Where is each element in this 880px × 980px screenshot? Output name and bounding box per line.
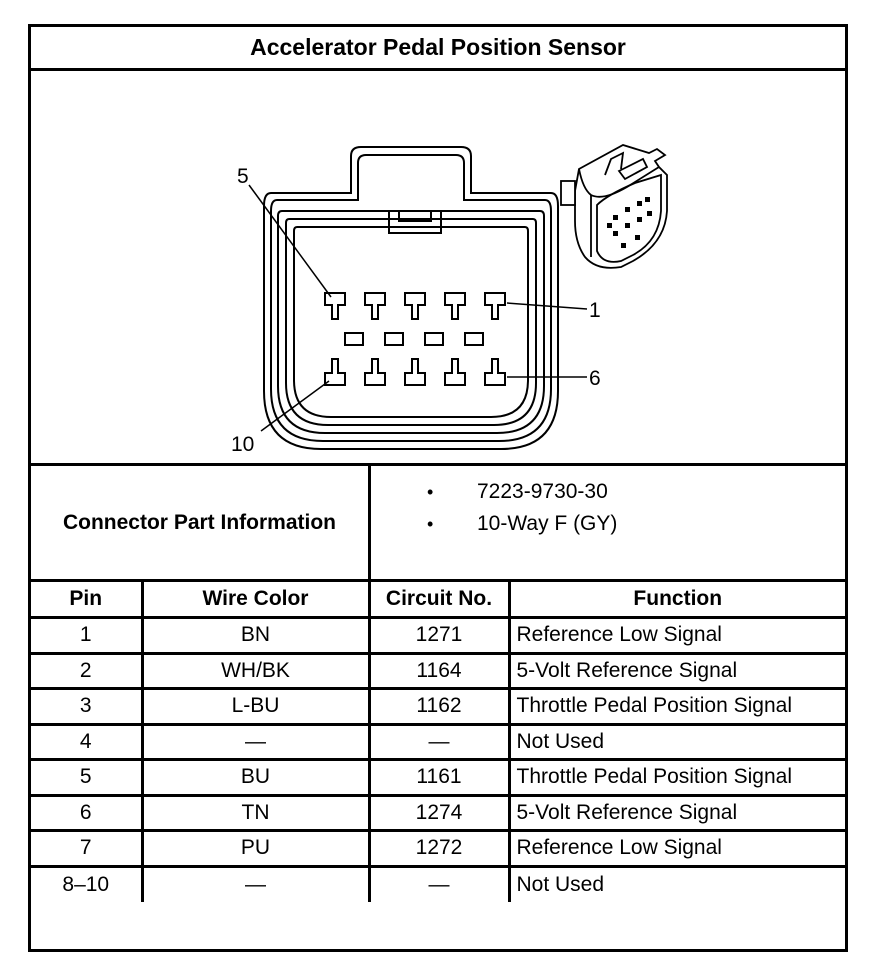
cell-function: Reference Low Signal [509,618,845,654]
connector-part-info-list [371,476,845,540]
cell-function: 5-Volt Reference Signal [509,653,845,689]
cell-circuit-no: 1164 [369,653,509,689]
chart-title: Accelerator Pedal Position Sensor [31,27,845,71]
cell-pin: 6 [31,795,142,831]
table-row [31,866,845,902]
leader-pin1 [507,303,587,309]
connector-type: 10-Way F (GY) [477,512,618,535]
connector-outline-inner2 [286,219,536,425]
terminal-pin6 [485,359,505,385]
cell-function: Not Used [509,866,845,902]
header-circuit-no: Circuit No. [369,582,509,618]
terminal-pin5 [325,293,345,319]
callout-pin10: 10 [231,433,255,456]
cell-wire-color: PU [142,831,369,867]
cell-pin: 8–10 [31,866,142,902]
cell-wire-color: WH/BK [142,653,369,689]
cell-function: Reference Low Signal [509,831,845,867]
callout-pin1: 1 [589,299,601,322]
connector-chart [28,24,848,952]
connector-3d-icon [561,145,667,268]
cell-circuit-no: 1274 [369,795,509,831]
key-slot-3 [425,333,443,345]
terminal-pin4 [365,293,385,319]
cell-wire-color: — [142,724,369,760]
terminal-pin3 [405,293,425,319]
table-row [31,653,845,689]
cell-wire-color: BU [142,760,369,796]
key-slot-2 [385,333,403,345]
cell-circuit-no: — [369,866,509,902]
table-row [31,618,845,654]
header-function: Function [509,582,845,618]
key-slot-4 [465,333,483,345]
connector-outline-inner1 [278,211,544,433]
key-slot-1 [345,333,363,345]
callout-pin5: 5 [237,165,249,188]
table-row [31,760,845,796]
cell-circuit-no: 1161 [369,760,509,796]
header-pin: Pin [31,582,142,618]
terminal-pin2 [445,293,465,319]
bullet-icon: • [427,482,434,502]
table-row [31,724,845,760]
cell-wire-color: BN [142,618,369,654]
table-row [31,795,845,831]
cell-circuit-no: — [369,724,509,760]
cell-wire-color: TN [142,795,369,831]
table-row [31,689,845,725]
terminal-pin7 [445,359,465,385]
cell-circuit-no: 1272 [369,831,509,867]
cell-circuit-no: 1162 [369,689,509,725]
part-number: 7223-9730-30 [477,480,608,503]
cell-circuit-no: 1271 [369,618,509,654]
cell-wire-color: — [142,866,369,902]
terminal-pin1 [485,293,505,319]
table-header-row [31,582,845,618]
cell-function: 5-Volt Reference Signal [509,795,845,831]
table-row [31,831,845,867]
bullet-icon: • [427,514,434,534]
part-info-item [371,508,845,540]
connector-part-info-label: Connector Part Information [31,466,371,579]
cell-function: Throttle Pedal Position Signal [509,760,845,796]
cell-function: Throttle Pedal Position Signal [509,689,845,725]
cell-pin: 1 [31,618,142,654]
terminal-pin8 [405,359,425,385]
cell-pin: 3 [31,689,142,725]
leader-pin5 [249,185,331,297]
connector-part-info [31,466,845,582]
cell-pin: 5 [31,760,142,796]
cell-pin: 7 [31,831,142,867]
pinout-table [31,582,845,902]
cell-wire-color: L-BU [142,689,369,725]
connector-outline-inner3 [294,227,528,417]
header-wire-color: Wire Color [142,582,369,618]
cell-pin: 2 [31,653,142,689]
part-info-item [371,476,845,508]
callout-pin6: 6 [589,367,601,390]
cell-function: Not Used [509,724,845,760]
cell-pin: 4 [31,724,142,760]
connector-diagram [31,71,845,466]
connector-face-drawing [31,71,845,463]
terminal-pin9 [365,359,385,385]
